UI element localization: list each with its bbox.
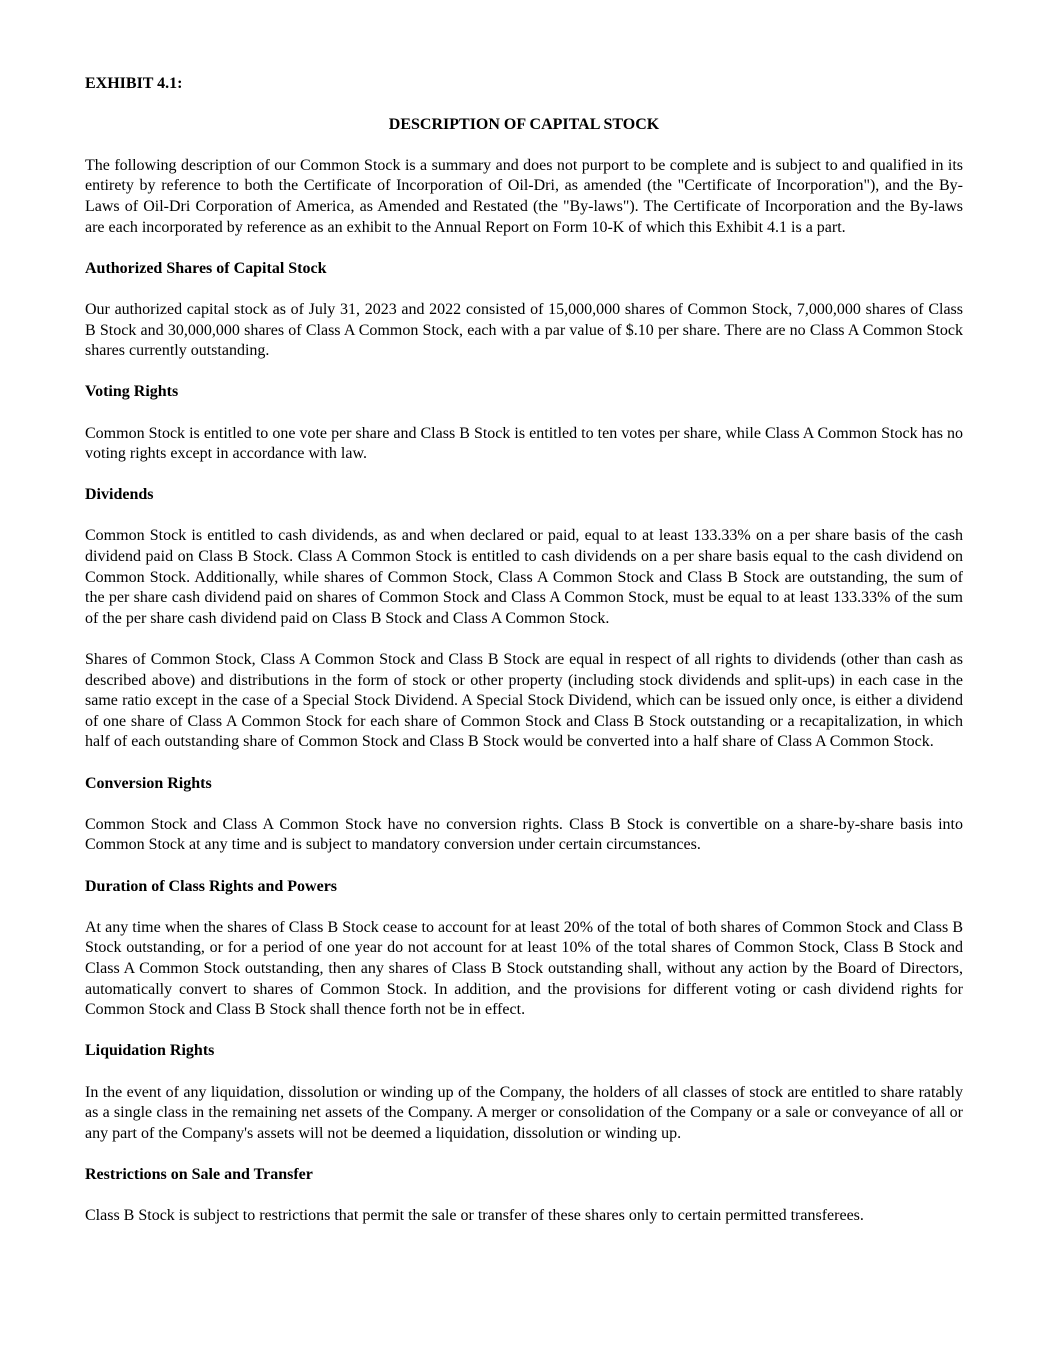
section-heading-voting-rights: Voting Rights <box>85 383 179 401</box>
conversion-rights-paragraph: Common Stock and Class A Common Stock have no conversion rights. Class B Stock is convertible on a share-by-share basis into Common Stock at any time and is subject to mandatory conversion under certain circumstances. <box>85 815 963 854</box>
section-heading-liquidation-rights: Liquidation Rights <box>85 1042 215 1060</box>
restrictions-paragraph: Class B Stock is subject to restrictions that permit the sale or transfer of these shares only to certain permitted transferees. <box>85 1207 864 1225</box>
section-heading-duration: Duration of Class Rights and Powers <box>85 877 338 895</box>
voting-rights-paragraph: Common Stock is entitled to one vote per share and Class B Stock is entitled to ten votes per share, while Class A Common Stock has no voting rights except in accordance with law. <box>85 424 963 463</box>
intro-paragraph: The following description of our Common Stock is a summary and does not purport to be complete and is subject to and qualified in its entirety by reference to both the Certificate of Incorporation of Oil-Dri, as amended (the "Certificate of Incorporation"), and the By-Laws of Oil-Dri Corporation of America, as Amended and Restated (the "By-laws"). The Certificate of Incorporation and the By-laws are each incorporated by reference as an exhibit to the Annual Report on Form 10-K of which this Exhibit 4.1 is a part. <box>85 156 963 236</box>
section-heading-conversion-rights: Conversion Rights <box>85 774 212 792</box>
exhibit-label: EXHIBIT 4.1: <box>85 75 183 92</box>
dividends-paragraph-2: Shares of Common Stock, Class A Common Stock and Class B Stock are equal in respect of all rights to dividends (other than cash as described above) and distributions in the form of stock or other property (including stock dividends and split-ups) in each case in the same ratio except in the case of a Special Stock Dividend. A Special Stock Dividend, which can be issued only once, is either a dividend of one share of Class A Common Stock for each share of Common Stock and Class B Stock outstanding or a recapitalization, in which half of each outstanding share of Common Stock and Class B Stock would be converted into a half share of Class A Common Stock. <box>85 651 963 751</box>
dividends-paragraph-1: Common Stock is entitled to cash dividends, as and when declared or paid, equal to at least 133.33% on a per share basis of the cash dividend paid on Class B Stock. Class A Common Stock is entitled to cash dividends on a per share basis equal to the cash dividend on Common Stock. Additionally, while shares of Common Stock, Class A Common Stock and Class B Stock are outstanding, the sum of the per share cash dividend paid on shares of Common Stock and Class A Common Stock, must be equal to at least 133.33% of the sum of the per share cash dividend paid on Class B Stock and Class A Common Stock. <box>85 527 963 627</box>
liquidation-rights-paragraph: In the event of any liquidation, dissolution or winding up of the Company, the holders of all classes of stock are entitled to share ratably as a single class in the remaining net assets of the Company. A merger or consolidation of the Company or a sale or conveyance of all or any part of the Company's assets will not be deemed a liquidation, dissolution or winding up. <box>85 1083 963 1142</box>
document-title: DESCRIPTION OF CAPITAL STOCK <box>388 115 660 133</box>
authorized-shares-paragraph: Our authorized capital stock as of July 31, 2023 and 2022 consisted of 15,000,000 shares of Common Stock, 7,000,000 shares of Class B Stock and 30,000,000 shares of Class A Common Stock, each with a par value of $.10 per share. There are no Class A Common Stock shares currently outstanding. <box>85 300 963 360</box>
section-heading-restrictions: Restrictions on Sale and Transfer <box>85 1165 313 1183</box>
section-heading-dividends: Dividends <box>85 486 154 504</box>
duration-paragraph: At any time when the shares of Class B Stock cease to account for at least 20% of the total of both shares of Common Stock and Class B Stock outstanding, or for a period of one year do not account for at least 10% of the total shares of Common Stock, Class B Stock and Class A Common Stock outstanding, then any shares of Class B Stock outstanding shall, without any action by the Board of Directors, automatically convert to shares of Common Stock. In addition, and the provisions for different voting or cash dividend rights for Common Stock and Class B Stock shall thence forth not be in effect. <box>85 918 963 1019</box>
section-heading-authorized-shares: Authorized Shares of Capital Stock <box>85 259 327 277</box>
